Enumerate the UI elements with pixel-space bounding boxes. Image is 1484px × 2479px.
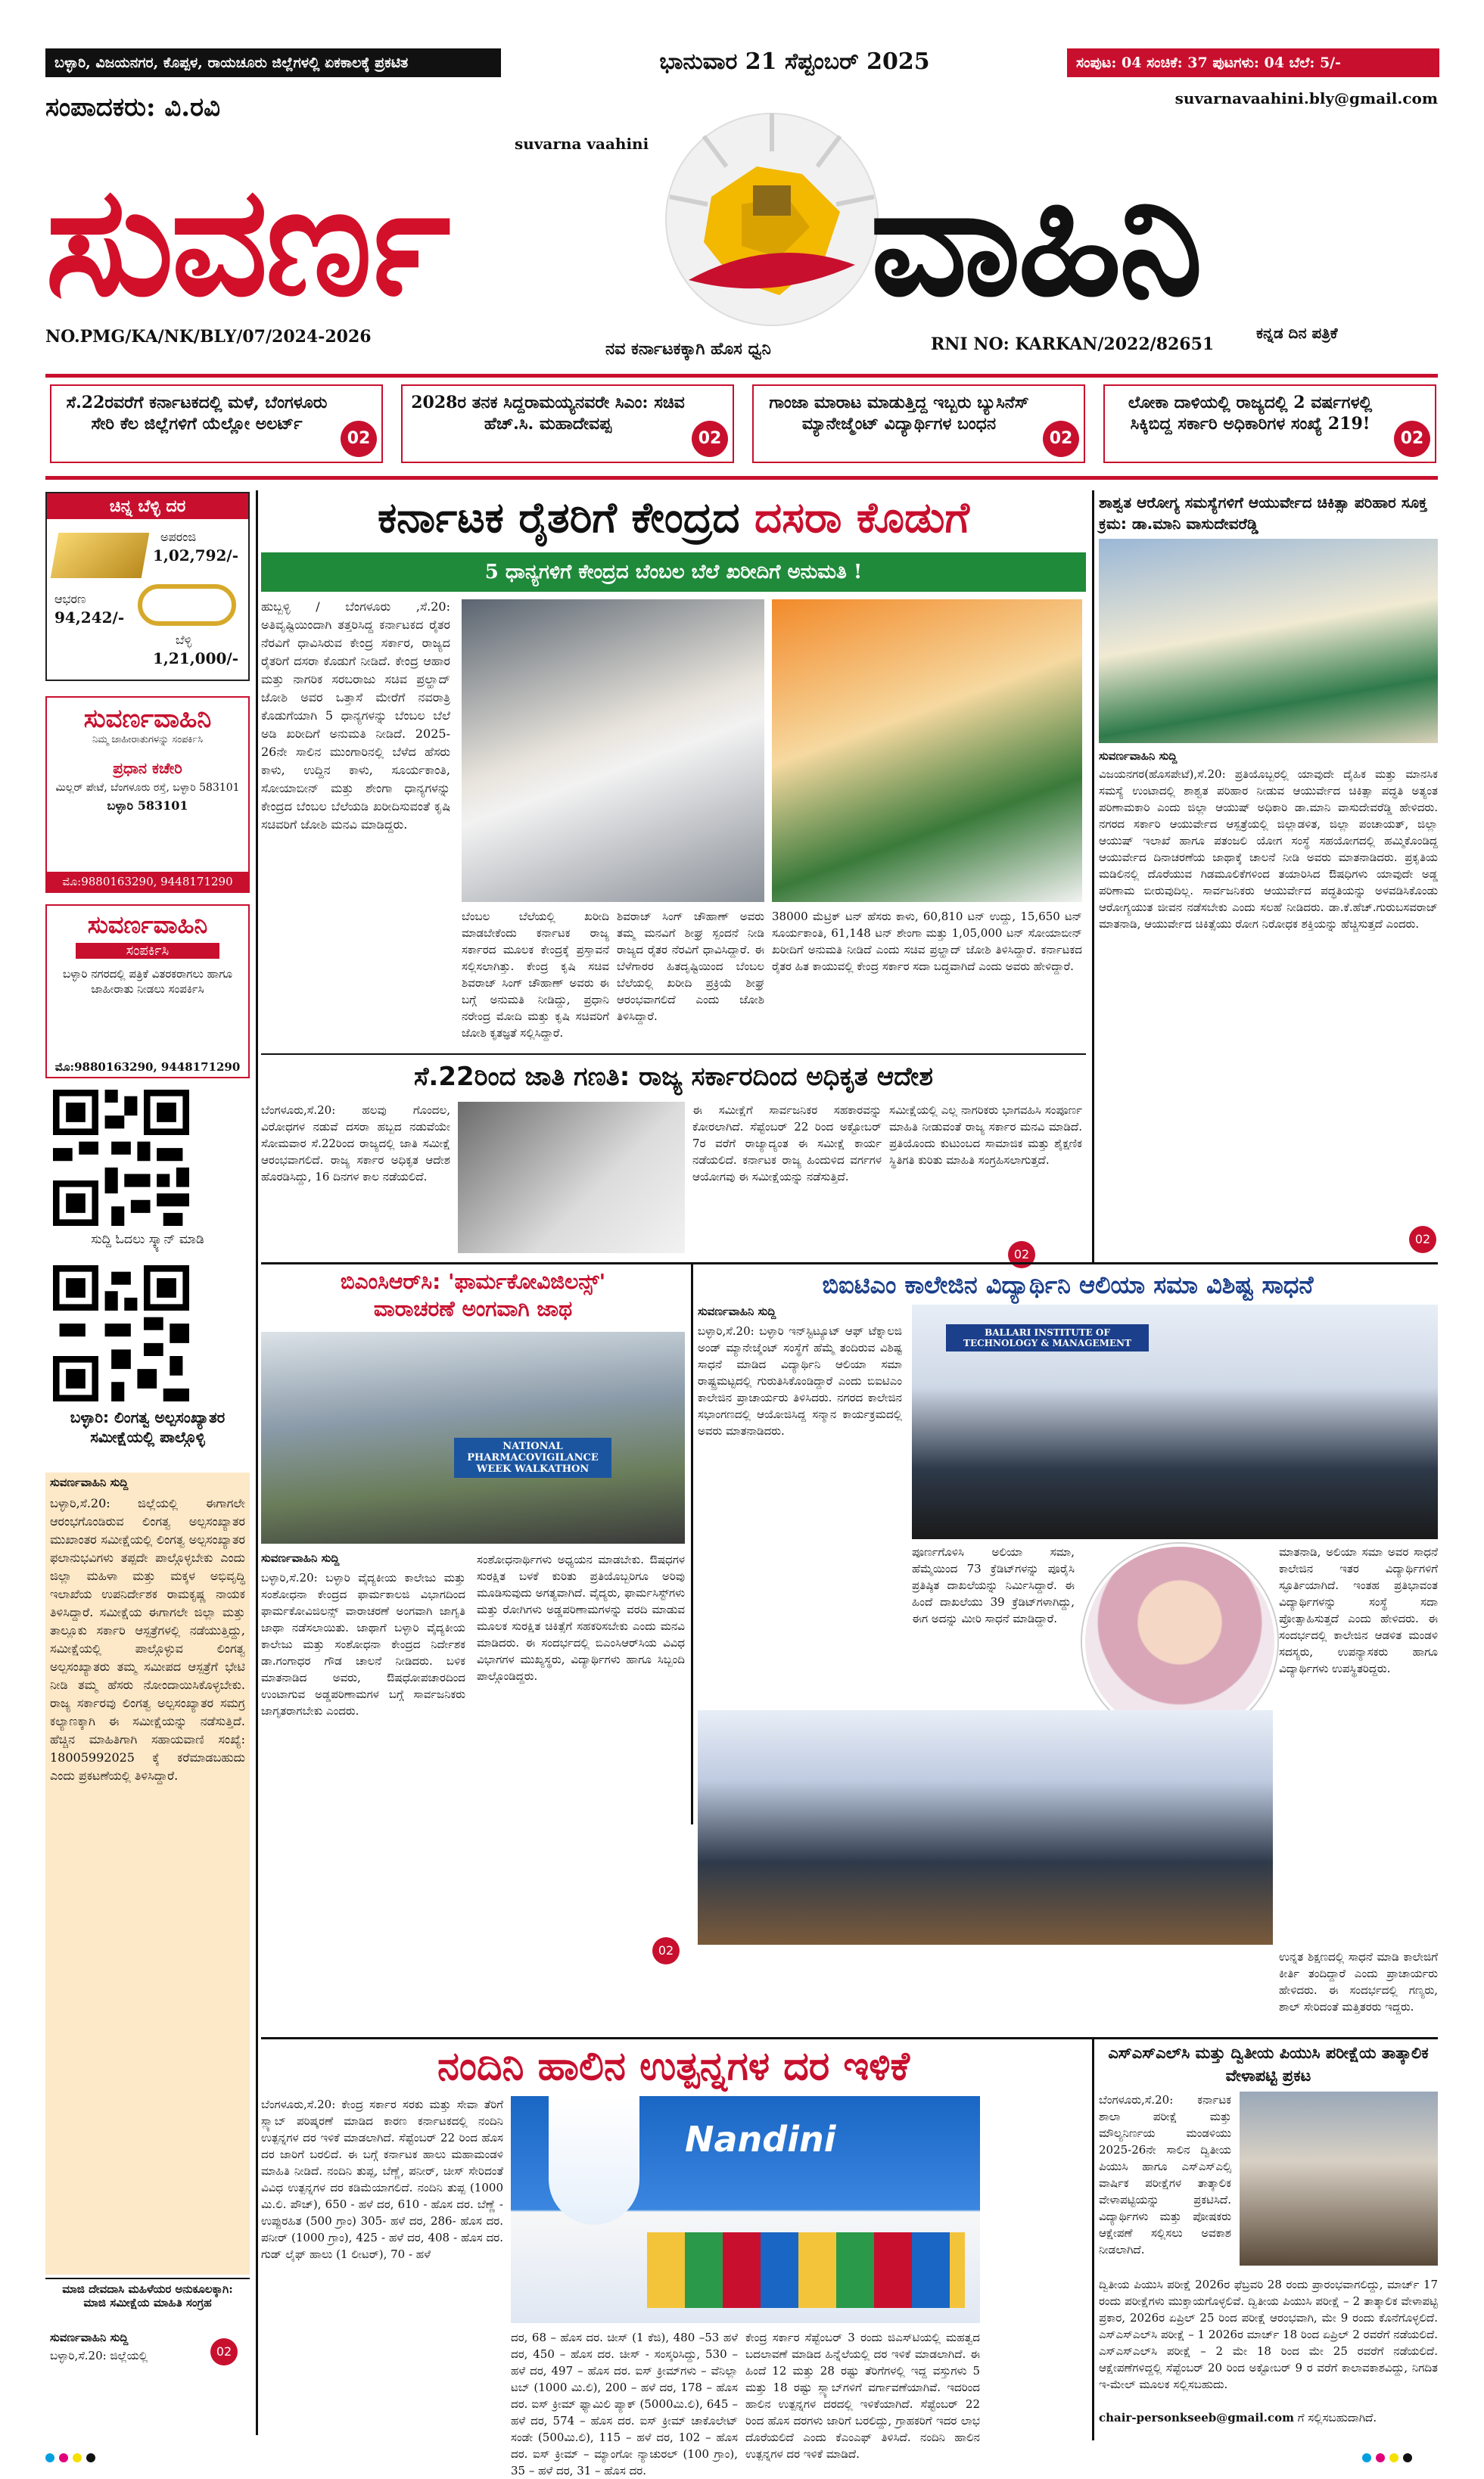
sslc-email-line <box>1099 2411 1438 2425</box>
ad2-body: ಬಳ್ಳಾರಿ ನಗರದಲ್ಲಿ ಪತ್ರಿಕೆ ವಿತರಕರಾಗಲು ಹಾಗೂ ಜಾಹೀರಾತು ನೀಡಲು ಸಂಪರ್ಕಿಸಿ <box>62 967 233 996</box>
walkathon-headline-1: ಬಿಎಂಸಿಆರ್‌ಸಿ: 'ಫಾರ್ಮಕೋವಿಜಿಲನ್ಸ್' <box>340 1269 606 1294</box>
logo-left-text: ಸುವರ್ಣ <box>45 154 448 330</box>
walkathon-banner: NATIONAL PHARMACOVIGILANCE WEEK WALKATHON <box>454 1438 611 1478</box>
page-badge: 02 <box>1409 1226 1436 1253</box>
nandini-body-3: ಕೇಂದ್ರ ಸರ್ಕಾರ ಸೆಪ್ಟೆಂಬರ್ 3 ರಂದು ಜಿಎಸ್‌ಟಿಯಲ್ಲಿ ಮಹತ್ವದ ಬದಲಾವಣೆ ಮಾಡಿದ ಹಿನ್ನೆಲೆಯಲ್ಲಿ ದರ ಇಳಿಕೆ ಮಾಡಲಾಗಿದೆ. ಈ ಹಿಂದೆ 12 ಮತ್ತು 28 ರಷ್ಟು ತೆರಿಗೆಗಳಲ್ಲಿ ಇದ್ದ ವಸ್ತುಗಳು 5 ಮತ್ತು 18 ರಷ್ಟು ಸ್ಲ್ಯಾಬ್‌ಗಳಿಗೆ ವರ್ಗಾವಣೆಯಾಗಿವೆ. ಇದರಿಂದ ಹಾಲಿನ ಉತ್ಪನ್ನಗಳ ದರದಲ್ಲಿ ಇಳಿಕೆಯಾಗಿದೆ. ಸೆಪ್ಟೆಂಬರ್ 22 ರಿಂದ ಹೊಸ ದರಗಳು ಜಾರಿಗೆ ಬರಲಿದ್ದು, ಗ್ರಾಹಕರಿಗೆ ಇದರ ಲಾಭ ದೊರೆಯಲಿದೆ ಎಂದು ಕೆಎಂಎಫ್ ತಿಳಿಸಿದೆ. ನಂದಿನಿ ಹಾಲಿನ ಉತ್ಪನ್ನಗಳ ದರ ಇಳಿಕೆ ಮಾಡಿದೆ. <box>745 2331 980 2461</box>
census-headline: ಸೆ.22ರಿಂದ ಜಾತಿ ಗಣತಿ: ರಾಜ್ಯ ಸರ್ಕಾರದಿಂದ ಅಧಿಕೃತ ಆದೇಶ <box>414 1062 933 1092</box>
census-body-1: ಬೆಂಗಳೂರು,ಸೆ.20: ಹಲವು ಗೊಂದಲ, ವಿರೋಧಗಳ ನಡುವೆ ದಸರಾ ಹಬ್ಬದ ನಡುವೆಯೇ ಸೋಮವಾರ ಸೆ.22ರಿಂದ ರಾಜ್ಯದಲ್ಲಿ ಜಾತಿ ಸಮೀಕ್ಷೆ ಆರಂಭವಾಗಲಿದೆ. ರಾಜ್ಯ ಸರ್ಕಾರ ಅಧಿಕೃತ ಆದೇಶ ಹೊರಡಿಸಿದ್ದು, 16 ದಿನಗಳ ಕಾಲ ನಡೆಯಲಿದೆ. <box>261 1103 450 1184</box>
issue-info: ಸಂಪುಟ: 04 ಸಂಚಿಕೆ: 37 ಪುಟಗಳು: 04 ಬೆಲೆ: 5/- <box>1067 48 1439 77</box>
page-badge: 02 <box>341 421 377 457</box>
gold-bar-icon <box>51 533 150 578</box>
left-story-headline: ಬಳ್ಳಾರಿ: ಲಿಂಗತ್ವ ಅಲ್ಪಸಂಖ್ಯಾತರ ಸಮೀಕ್ಷೆಯಲ್ಲಿ ಪಾಲ್ಗೊಳ್ಳಿ <box>70 1408 226 1446</box>
left-footer-body: ಬಳ್ಳಾರಿ,ಸೆ.20: ಜಿಲ್ಲೆಯಲ್ಲಿ <box>50 2349 148 2362</box>
bangle-icon <box>138 584 236 626</box>
paper-type: ಕನ್ನಡ ದಿನ ಪತ್ರಿಕೆ <box>1256 324 1338 342</box>
bitm-group-photo <box>698 1710 1273 1945</box>
gold-rate-box <box>45 492 250 681</box>
teaser-text: 2028ರ ತನಕ ಸಿದ್ದರಾಮಯ್ಯನವರೇ ಸಿಎಂ: ಸಚಿವ ಹೆಚ್.ಸಿ. ಮಹಾದೇವಪ್ಪ <box>411 393 685 434</box>
ayurveda-photo <box>1099 539 1438 743</box>
page-badge: 02 <box>692 421 728 457</box>
teaser-item[interactable] <box>50 384 383 463</box>
left-story-body: ಬಳ್ಳಾರಿ,ಸೆ.20: ಜಿಲ್ಲೆಯಲ್ಲಿ ಈಗಾಗಲೇ ಆರಂಭಗೊಂಡಿರುವ ಲಿಂಗತ್ವ ಅಲ್ಪಸಂಖ್ಯಾತರ ಮುಖಾಂತರ ಸಮೀಕ್ಷೆಯಲ್ಲಿ ಲಿಂಗತ್ವ ಅಲ್ಪಸಂಖ್ಯಾತರ ಫಲಾನುಭವಿಗಳು ತಪ್ಪದೇ ಪಾಲ್ಗೊಳ್ಳಬೇಕು ಎಂದು ಜಿಲ್ಲಾ ಮಹಿಳಾ ಮತ್ತು ಮಕ್ಕಳ ಅಭಿವೃದ್ಧಿ ಇಲಾಖೆಯ ಉಪನಿರ್ದೇಶಕ ರಾಮಕೃಷ್ಣ ನಾಯಕ ತಿಳಿಸಿದ್ದಾರೆ. ಸಮೀಕ್ಷೆಯ ಈಗಾಗಲೇ ಜಿಲ್ಲಾ ಮತ್ತು ತಾಲ್ಲೂಕು ಸರ್ಕಾರಿ ಆಸ್ಪತ್ರೆಗಳಲ್ಲಿ ನಡೆಯುತ್ತಿದ್ದು, ಸಮೀಕ್ಷೆಯಲ್ಲಿ ಪಾಲ್ಗೊಳ್ಳುವ ಲಿಂಗತ್ವ ಅಲ್ಪಸಂಖ್ಯಾತರು ತಮ್ಮ ಸಮೀಪದ ಆಸ್ಪತ್ರೆಗೆ ಭೇಟಿ ನೀಡಿ ತಮ್ಮ ಹೆಸರು ನೋಂದಾಯಿಸಿಕೊಳ್ಳಬೇಕು. ರಾಜ್ಯ ಸರ್ಕಾರವು ಲಿಂಗತ್ವ ಅಲ್ಪಸಂಖ್ಯಾತರ ಸಮಗ್ರ ಕಲ್ಯಾಣಕ್ಕಾಗಿ ಈ ಸಮೀಕ್ಷೆಯನ್ನು ನಡೆಸುತ್ತಿದೆ. ಹೆಚ್ಚಿನ ಮಾಹಿತಿಗಾಗಿ ಸಹಾಯವಾಣಿ ಸಂಖ್ಯೆ: 18005992025 ಕ್ಕೆ ಕರೆಮಾಡಬಹುದು ಎಂದು ಪ್ರಕಟಣೆಯಲ್ಲಿ ತಿಳಿಸಿದ್ದಾರೆ. <box>50 1496 245 1783</box>
lead-body-3: ಶಿವರಾಜ್ ಸಿಂಗ್ ಚೌಹಾಣ್ ಅವರು ತಮ್ಮ ಮನವಿಗೆ ಶೀಘ್ರ ಸ್ಪಂದನೆ ನೀಡಿ ರಾಜ್ಯದ ರೈತರ ನೆರವಿಗೆ ಧಾವಿಸಿದ್ದಾರೆ. ಈ ಬೆಳೆಗಾರರ ಹಿತದೃಷ್ಟಿಯಿಂದ ಬೆಂಬಲ ಬೆಲೆಯಲ್ಲಿ ಖರೀದಿ ಪ್ರಕ್ರಿಯೆ ಶೀಘ್ರ ಆರಂಭವಾಗಲಿದೆ ಎಂದು ಜೋಶಿ ತಿಳಿಸಿದ್ದಾರೆ. <box>617 910 764 1023</box>
ayurveda-headline: ಶಾಶ್ವತ ಆರೋಗ್ಯ ಸಮಸ್ಯೆಗಳಿಗೆ ಆಯುರ್ವೇದ ಚಿಕಿತ್ಸಾ ಪರಿಹಾರ ಸೂಕ್ತ ಕ್ರಮ: ಡಾ.ಮಾನಿ ವಾಸುದೇವರೆಡ್ಡಿ <box>1099 493 1427 533</box>
postal-reg-number: NO.PMG/KA/NK/BLY/07/2024-2026 <box>45 327 372 347</box>
ad2-logo: ಸುವರ್ಣವಾಹಿನಿ <box>87 910 208 939</box>
sslc-headline: ಎಸ್‌ಎಸ್‌ಎಲ್‌ಸಿ ಮತ್ತು ದ್ವಿತೀಯ ಪಿಯುಸಿ ಪರೀಕ್ಷೆಯ ತಾತ್ಕಾಲಿಕ ವೇಳಾಪಟ್ಟಿ ಪ್ರಕಟ <box>1108 2044 1429 2085</box>
lead-headline-b: ದಸರಾ ಕೊಡುಗೆ <box>754 493 970 543</box>
karnataka-emblem-icon <box>658 106 885 333</box>
bitm-body-4: ಉನ್ನತ ಶಿಕ್ಷಣದಲ್ಲಿ ಸಾಧನೆ ಮಾಡಿ ಕಾಲೇಜಿಗೆ ಕೀರ್ತಿ ತಂದಿದ್ದಾರೆ ಎಂದು ಪ್ರಾಚಾರ್ಯರು ಹೇಳಿದರು. ಈ ಸಂದರ್ಭದಲ್ಲಿ ಗಣ್ಯರು, ಶಾಲ್ ಸೇರಿದಂತೆ ಮತ್ತಿತರರು ಇದ್ದರು. <box>1279 1950 1438 2014</box>
editor-name: ಸಂಪಾದಕರು: ವಿ.ರವಿ <box>45 92 221 123</box>
bitm-body-2: ಪೂರ್ಣಗೊಳಿಸಿ ಅಲಿಯಾ ಸಮಾ, ಹೆಮ್ಮೆಯಿಂದ 73 ಕ್ರೆಡಿಟ್‌ಗಳನ್ನು ಪೂರೈಸಿ ಪ್ರತಿಷ್ಠಿತ ದಾಖಲೆಯನ್ನು ನಿರ್ಮಿಸಿದ್ದಾರೆ. ಈ ಹಿಂದೆ ದಾಖಲೆಯು 39 ಕ್ರೆಡಿಟ್‌ಗಳಾಗಿದ್ದು, ಈಗ ಅದನ್ನು ಮೀರಿ ಸಾಧನೆ ಮಾಡಿದ್ದಾರೆ. <box>912 1545 1075 1625</box>
issue-date: ಭಾನುವಾರ 21 ಸೆಪ್ಟಂಬರ್ 2025 <box>659 48 930 75</box>
lead-headline <box>261 492 1086 545</box>
census-photo <box>458 1102 685 1253</box>
ad-phone[interactable]: ಮೊ:9880163290, 9448171290 <box>47 872 248 891</box>
sslc-body-1: ಬೆಂಗಳೂರು,ಸೆ.20: ಕರ್ನಾಟಕ ಶಾಲಾ ಪರೀಕ್ಷೆ ಮತ್ತು ಮೌಲ್ಯನಿರ್ಣಯ ಮಂಡಳಿಯು 2025-26ನೇ ಸಾಲಿನ ದ್ವಿತೀಯ ಪಿಯುಸಿ ಹಾಗೂ ಎಸ್ಎಸ್ಎಲ್ಸಿ ವಾರ್ಷಿಕ ಪರೀಕ್ಷೆಗಳ ತಾತ್ಕಾಲಿಕ ವೇಳಾಪಟ್ಟಿಯನ್ನು ಪ್ರಕಟಿಸಿದೆ. ವಿದ್ಯಾರ್ಥಿಗಳು ಮತ್ತು ಪೋಷಕರು ಆಕ್ಷೇಪಣೆ ಸಲ್ಲಿಸಲು ಅವಕಾಶ ನೀಡಲಾಗಿದೆ. <box>1099 2093 1231 2257</box>
ayurveda-byline: ಸುವರ್ಣವಾಹಿನಿ ಸುದ್ದಿ <box>1099 749 1178 763</box>
bitm-body-1: ಬಳ್ಳಾರಿ,ಸೆ.20: ಬಳ್ಳಾರಿ ಇನ್‌ಸ್ಟಿಟ್ಯೂಟ್ ಆಫ್ ಟೆಕ್ನಾಲಜಿ ಅಂಡ್ ಮ್ಯಾನೇಜ್ಮೆಂಟ್ ಸಂಸ್ಥೆಗೆ ಹೆಮ್ಮೆ ತಂದಿರುವ ವಿಶಿಷ್ಟ ಸಾಧನೆ ಮಾಡಿದ ವಿದ್ಯಾರ್ಥಿನಿ ಆಲಿಯಾ ಸಮಾ ರಾಷ್ಟ್ರಮಟ್ಟದಲ್ಲಿ ಗುರುತಿಸಿಕೊಂಡಿದ್ದಾರೆ ಎಂದು ಬಿಐಟಿಎಂ ಕಾಲೇಜಿನ ಪ್ರಾಚಾರ್ಯರು ತಿಳಿಸಿದರು. ನಗರದ ಕಾಲೇಜಿನ ಸಭಾಂಗಣದಲ್ಲಿ ಆಯೋಜಿಸಿದ್ದ ಸನ್ಮಾನ ಕಾರ್ಯಕ್ರಮದಲ್ಲಿ ಅವರು ಮಾತನಾಡಿದರು. <box>698 1324 902 1438</box>
tagline: ನವ ಕರ್ನಾಟಕಕ್ಕಾಗಿ ಹೊಸ ಧ್ವನಿ <box>605 339 771 359</box>
ad-pin: ಬಳ್ಳಾರಿ 583101 <box>107 798 188 813</box>
printer-marks <box>1362 2452 1417 2465</box>
gold-label-2: ಆಭರಣ <box>54 592 86 606</box>
census-body-3: ಸಮೀಕ್ಷೆಯಲ್ಲಿ ಎಲ್ಲ ನಾಗರಿಕರು ಭಾಗವಹಿಸಿ ಸಂಪೂರ್ಣ ಮಾಹಿತಿ ನೀಡುವಂತೆ ರಾಜ್ಯ ಸರ್ಕಾರ ಮನವಿ ಮಾಡಿದೆ. ಪ್ರತಿಯೊಂದು ಕುಟುಂಬದ ಸಾಮಾಜಿಕ ಮತ್ತು ಶೈಕ್ಷಣಿಕ ಸ್ಥಿತಿಗತಿ ಕುರಿತು ಮಾಹಿತಿ ಸಂಗ್ರಹಿಸಲಾಗುತ್ತದೆ. <box>889 1103 1082 1167</box>
ad-distributor-box <box>45 904 250 1078</box>
silver-value: 1,21,000/- <box>153 649 239 667</box>
left-footer-headline: ಮಾಜಿ ದೇವದಾಸಿ ಮಹಿಳೆಯರ ಅನುಕೂಲಕ್ಕಾಗಿ: ಮಾಜಿ ಸಮೀಕ್ಷೆಯ ಮಾಹಿತಿ ಸಂಗ್ರಹ <box>62 2282 233 2309</box>
title-english: suvarna vaahini <box>515 135 649 153</box>
ad-address: ಮಿಲ್ಲರ್ ಪೇಟೆ, ಬೆಂಗಳೂರು ರಸ್ತೆ, ಬಳ್ಳಾರಿ 583101 <box>55 782 240 794</box>
lead-body-2: ಬೆಂಬಲ ಬೆಲೆಯಲ್ಲಿ ಖರೀದಿ ಮಾಡಬೇಕೆಂದು ಕರ್ನಾಟಕ ರಾಜ್ಯ ಸರ್ಕಾರದ ಮೂಲಕ ಕೇಂದ್ರಕ್ಕೆ ಪ್ರಸ್ತಾವನೆ ಸಲ್ಲಿಸಲಾಗಿತ್ತು. ಕೇಂದ್ರ ಕೃಷಿ ಸಚಿವ ಶಿವರಾಜ್ ಸಿಂಗ್ ಚೌಹಾಣ್ ಅವರು ಈ ಬಗ್ಗೆ ಅನುಮತಿ ನೀಡಿದ್ದು, ಪ್ರಧಾನಿ ನರೇಂದ್ರ ಮೋದಿ ಮತ್ತು ಕೃಷಿ ಸಚಿವರಿಗೆ ಜೋಶಿ ಕೃತಜ್ಞತೆ ಸಲ್ಲಿಸಿದ್ದಾರೆ. <box>462 910 609 1040</box>
nandini-brand: Nandini <box>685 2119 836 2160</box>
page-badge: 02 <box>652 1937 680 1964</box>
teaser-text: ಲೋಕಾ ದಾಳಿಯಲ್ಲಿ ರಾಜ್ಯದಲ್ಲಿ 2 ವರ್ಷಗಳಲ್ಲಿ ಸಿಕ್ಕಿಬಿದ್ದ ಸರ್ಕಾರಿ ಅಧಿಕಾರಿಗಳ ಸಂಖ್ಯೆ 219! <box>1128 393 1373 434</box>
census-body-2: ಈ ಸಮೀಕ್ಷೆಗೆ ಸಾರ್ವಜನಿಕರ ಸಹಕಾರವನ್ನು ಕೋರಲಾಗಿದೆ. ಸೆಪ್ಟೆಂಬರ್ 22 ರಿಂದ ಅಕ್ಟೋಬರ್ 7ರ ವರೆಗೆ ರಾಜ್ಯಾದ್ಯಂತ ಈ ಸಮೀಕ್ಷೆ ಕಾರ್ಯ ನಡೆಯಲಿದೆ. ಕರ್ನಾಟಕ ರಾಜ್ಯ ಹಿಂದುಳಿದ ವರ್ಗಗಳ ಆಯೋಗವು ಈ ಸಮೀಕ್ಷೆಯನ್ನು ನಡೆಸುತ್ತಿದೆ. <box>692 1103 882 1184</box>
sslc-email-tail: ಗೆ ಸಲ್ಲಿಸಬಹುದಾಗಿದೆ. <box>1297 2411 1377 2425</box>
nandini-headline: ನಂದಿನಿ ಹಾಲಿನ ಉತ್ಪನ್ನಗಳ ದರ ಇಳಿಕೆ <box>437 2044 910 2089</box>
left-story-byline: ಸುವರ್ಣವಾಹಿನಿ ಸುದ್ದಿ <box>50 1476 129 1489</box>
gold-value-1: 1,02,792/- <box>153 546 239 565</box>
teaser-text: ಸೆ.22ರವರೆಗೆ ಕರ್ನಾಟಕದಲ್ಲಿ ಮಳೆ, ಬೆಂಗಳೂರು ಸೇರಿ ಕೆಲ ಜಿಲ್ಲೆಗಳಿಗೆ ಯೆಲ್ಲೋ ಅಲರ್ಟ್ <box>66 393 328 434</box>
teaser-item[interactable] <box>752 384 1085 463</box>
walkathon-headline-2: ವಾರಾಚರಣೆ ಅಂಗವಾಗಿ ಜಾಥ <box>373 1296 573 1321</box>
page-badge: 02 <box>1394 421 1430 457</box>
sslc-body-2: ದ್ವಿತೀಯ ಪಿಯುಸಿ ಪರೀಕ್ಷೆ 2026ರ ಫೆಬ್ರವರಿ 28 ರಂದು ಪ್ರಾರಂಭವಾಗಲಿದ್ದು, ಮಾರ್ಚ್ 17 ರಂದು ಪರೀಕ್ಷೆಗಳು ಮುಕ್ತಾಯಗೊಳ್ಳಲಿವೆ. ದ್ವಿತೀಯ ಪಿಯುಸಿ ಪರೀಕ್ಷೆ – 2 ತಾತ್ಕಾಲಿಕ ವೇಳಾಪಟ್ಟಿ ಪ್ರಕಾರ, 2026ರ ಏಪ್ರಿಲ್ 25 ರಿಂದ ಪರೀಕ್ಷೆ ಆರಂಭವಾಗಿ, ಮೇ 9 ರಂದು ಕೊನೆಗೊಳ್ಳಲಿದೆ. ಎಸ್‌ಎಸ್‌ಎಲ್‌ಸಿ ಪರೀಕ್ಷೆ – 1 2026ರ ಮಾರ್ಚ್ 18 ರಿಂದ ಏಪ್ರಿಲ್ 2 ರವರೆಗೆ ನಡೆಯಲಿದೆ. ಎಸ್‌ಎಸ್‌ಎಲ್‌ಸಿ ಪರೀಕ್ಷೆ – 2 ಮೇ 18 ರಿಂದ ಮೇ 25 ರವರೆಗೆ ನಡೆಯಲಿದೆ. ಆಕ್ಷೇಪಣೆಗಳಿದ್ದಲ್ಲಿ ಸೆಪ್ಟೆಂಬರ್ 20 ರಿಂದ ಅಕ್ಟೋಬರ್ 9 ರ ವರೆಗೆ ಕಾಲಾವಕಾಶವಿದ್ದು, ನಿಗದಿತ ಇ-ಮೇಲ್ ಮೂಲಕ ಸಲ್ಲಿಸಬಹುದು. <box>1099 2278 1438 2391</box>
bitm-body-3: ಮಾತನಾಡಿ, ಅಲಿಯಾ ಸಮಾ ಅವರ ಸಾಧನೆ ಕಾಲೇಜಿನ ಇತರ ವಿದ್ಯಾರ್ಥಿಗಳಿಗೆ ಸ್ಫೂರ್ತಿಯಾಗಿದೆ. ಇಂತಹ ಪ್ರತಿಭಾವಂತ ವಿದ್ಯಾರ್ಥಿಗಳನ್ನು ಸಂಸ್ಥೆ ಸದಾ ಪ್ರೋತ್ಸಾಹಿಸುತ್ತದೆ ಎಂದು ಹೇಳಿದರು. ಈ ಸಂದರ್ಭದಲ್ಲಿ ಕಾಲೇಜಿನ ಆಡಳಿತ ಮಂಡಳಿ ಸದಸ್ಯರು, ಉಪನ್ಯಾಸಕರು ಹಾಗೂ ವಿದ್ಯಾರ್ಥಿಗಳು ಉಪಸ್ಥಿತರಿದ್ದರು. <box>1279 1545 1438 1675</box>
left-footer-byline: ಸುವರ್ಣವಾಹಿನಿ ಸುದ್ದಿ <box>50 2331 129 2344</box>
lead-photo-joshi <box>772 599 1082 902</box>
page-badge: 02 <box>1008 1241 1035 1268</box>
lead-subhead: 5 ಧಾನ್ಯಗಳಿಗೆ ಕೇಂದ್ರದ ಬೆಂಬಲ ಬೆಲೆ ಖರೀದಿಗೆ ಅನುಮತಿ ! <box>261 552 1086 592</box>
districts-banner: ಬಳ್ಳಾರಿ, ವಿಜಯನಗರ, ಕೊಪ್ಪಳ, ರಾಯಚೂರು ಜಿಲ್ಲೆಗಳಲ್ಲಿ ಏಕಕಾಲಕ್ಕೆ ಪ್ರಕಟಿತ <box>45 48 501 77</box>
walkathon-byline: ಸುವರ್ಣವಾಹಿನಿ ಸುದ್ದಿ <box>261 1551 340 1565</box>
exam-photo <box>1240 2092 1438 2266</box>
bitm-banner: BALLARI INSTITUTE OF TECHNOLOGY & MANAGEMENT <box>946 1324 1149 1351</box>
gold-value-2: 94,242/- <box>54 608 125 627</box>
gold-title: ಚಿನ್ನ ಬೆಳ್ಳಿ ದರ <box>47 493 248 519</box>
ayurveda-body: ವಿಜಯನಗರ(ಹೊಸಪೇಟೆ),ಸೆ.20: ಪ್ರತಿಯೊಬ್ಬರಲ್ಲಿ ಯಾವುದೇ ದೈಹಿಕ ಮತ್ತು ಮಾನಸಿಕ ಸಮಸ್ಯೆ ಉಂಟಾದಲ್ಲಿ ಶಾಶ್ವತ ಪರಿಹಾರ ನೀಡುವ ಆಯುರ್ವೇದ ಚಿಕಿತ್ಸಾ ಪದ್ಧತಿ ಅತ್ಯಂತ ಪರಿಣಾಮಕಾರಿ ಎಂದು ಜಿಲ್ಲಾ ಆಯುಷ್ ಅಧಿಕಾರಿ ಡಾ.ಮಾನಿ ವಾಸುದೇವರೆಡ್ಡಿ ಹೇಳಿದರು. ನಗರದ ಸರ್ಕಾರಿ ಆಯುರ್ವೇದ ಆಸ್ಪತ್ರೆಯಲ್ಲಿ ಜಿಲ್ಲಾಡಳಿತ, ಜಿಲ್ಲಾ ಪಂಚಾಯತ್, ಜಿಲ್ಲಾ ಆಯುಷ್ ಇಲಾಖೆ ಹಾಗೂ ಪತಂಜಲಿ ಯೋಗ ಸಂಸ್ಥೆ ಸಹಯೋಗದಲ್ಲಿ ಹಮ್ಮಿಕೊಂಡಿದ್ದ ಆಯುರ್ವೇದ ದಿನಾಚರಣೆಯ ಜಾಥಾಕ್ಕೆ ಚಾಲನೆ ನೀಡಿ ಅವರು ಮಾತನಾಡಿದರು. ಪ್ರಕೃತಿಯ ಮಡಿಲಿನಲ್ಲಿ ದೊರೆಯುವ ಗಿಡಮೂಲಿಕೆಗಳಿಂದ ತಯಾರಿಸಿದ ಔಷಧಿಗಳು ಯಾವುದೇ ಅಡ್ಡ ಪರಿಣಾಮ ಬೀರುವುದಿಲ್ಲ. ಸಾರ್ವಜನಿಕರು ಆಯುರ್ವೇದ ಪದ್ಧತಿಯನ್ನು ಅಳವಡಿಸಿಕೊಂಡು ಆರೋಗ್ಯಯುತ ಜೀವನ ನಡೆಸಬೇಕು ಎಂದು ಸಲಹೆ ನೀಡಿದರು. ಡಾ.ಕೆ.ಹೆಚ್.ಗುರುಬಸವರಾಜ್ ಮಾತನಾಡಿ, ಆಯುರ್ವೇದ ಚಿಕಿತ್ಸೆಯು ರೋಗ ನಿರೋಧಕ ಶಕ್ತಿಯನ್ನು ಹೆಚ್ಚಿಸುತ್ತದೆ ಎಂದರು. <box>1099 767 1438 931</box>
ad-office-box <box>45 696 250 893</box>
walkathon-body-2: ಸಂಶೋಧನಾರ್ಥಿಗಳು ಅಧ್ಯಯನ ಮಾಡಬೇಕು. ಔಷಧಗಳ ಸುರಕ್ಷಿತ ಬಳಕೆ ಕುರಿತು ಪ್ರತಿಯೊಬ್ಬರಿಗೂ ಅರಿವು ಮೂಡಿಸುವುದು ಅಗತ್ಯವಾಗಿದೆ. ವೈದ್ಯರು, ಫಾರ್ಮಸಿಸ್ಟ್‌ಗಳು ಮತ್ತು ರೋಗಿಗಳು ಅಡ್ಡಪರಿಣಾಮಗಳನ್ನು ವರದಿ ಮಾಡುವ ಮೂಲಕ ಸುರಕ್ಷಿತ ಚಿಕಿತ್ಸೆಗೆ ಸಹಕರಿಸಬೇಕು ಎಂದು ಮನವಿ ಮಾಡಿದರು. ಈ ಸಂದರ್ಭದಲ್ಲಿ ಬಿಎಂಸಿಆರ್‌ಸಿಯ ವಿವಿಧ ವಿಭಾಗಗಳ ಮುಖ್ಯಸ್ಥರು, ವಿದ್ಯಾರ್ಥಿಗಳು ಹಾಗೂ ಸಿಬ್ಬಂದಿ ಪಾಲ್ಗೊಂಡಿದ್ದರು. <box>477 1553 685 1683</box>
gold-label-1: ಅಪರಂಜಿ <box>160 530 197 544</box>
page-badge: 02 <box>1043 421 1079 457</box>
milk-splash-icon <box>549 2096 639 2225</box>
teaser-text: ಗಾಂಜಾ ಮಾರಾಟ ಮಾಡುತ್ತಿದ್ದ ಇಬ್ಬರು ಬ್ಯುಸಿನೆಸ್ ಮ್ಯಾನೇಜ್ಮೆಂಟ್ ವಿದ್ಯಾರ್ಥಿಗಳ ಬಂಧನ <box>769 393 1029 434</box>
product-row <box>647 2232 965 2308</box>
nandini-body-1: ಬೆಂಗಳೂರು,ಸೆ.20: ಕೇಂದ್ರ ಸರ್ಕಾರ ಸರಕು ಮತ್ತು ಸೇವಾ ತೆರಿಗೆ ಸ್ಲ್ಯಾಬ್ ಪರಿಷ್ಕರಣೆ ಮಾಡಿದ ಕಾರಣ ಕರ್ನಾಟಕದಲ್ಲಿ ನಂದಿನಿ ಉತ್ಪನ್ನಗಳ ದರ ಇಳಿಕೆ ಮಾಡಲಾಗಿದೆ. ಸೆಪ್ಟೆಂಬರ್ 22 ರಿಂದ ಹೊಸ ದರ ಜಾರಿಗೆ ಬರಲಿದೆ. ಈ ಬಗ್ಗೆ ಕರ್ನಾಟಕ ಹಾಲು ಮಹಾಮಂಡಳಿ ಮಾಹಿತಿ ನೀಡಿದೆ. ನಂದಿನಿ ತುಪ್ಪ, ಬೆಣ್ಣೆ, ಪನೀರ್, ಚೀಸ್ ಸೇರಿದಂತೆ ವಿವಿಧ ಉತ್ಪನ್ನಗಳ ದರ ಕಡಿಮೆಯಾಗಲಿದೆ. ನಂದಿನಿ ತುಪ್ಪ (1000 ಮಿ.ಲಿ. ಪೌಚ್), 650 - ಹಳೆ ದರ, 610 - ಹೊಸ ದರ. ಬೆಣ್ಣೆ - ಉಪ್ಪುರಹಿತ (500 ಗ್ರಾಂ) 305- ಹಳೆ ದರ, 286- ಹೊಸ ದರ. ಪನೀರ್ (1000 ಗ್ರಾಂ), 425 - ಹಳೆ ದರ, 408 - ಹೊಸ ದರ. ಗುಡ್ ಲೈಫ್ ಹಾಲು (1 ಲೀಟರ್), 70 - ಹಳೆ <box>261 2098 503 2261</box>
ad2-phone[interactable]: ಮೊ:9880163290, 9448171290 <box>54 1060 241 1074</box>
lead-photo-minister <box>462 599 764 902</box>
logo-right-text: ವಾಹಿನಿ <box>870 154 1200 330</box>
printer-marks <box>45 2452 100 2465</box>
bitm-byline: ಸುವರ್ಣವಾಹಿನಿ ಸುದ್ದಿ <box>698 1305 776 1318</box>
rni-number: RNI NO: KARKAN/2022/82651 <box>931 334 1215 354</box>
ad-office: ಪ್ರಧಾನ ಕಚೇರಿ <box>113 759 182 777</box>
nandini-body-2: ದರ, 68 – ಹೊಸ ದರ. ಚೀಸ್ (1 ಕೆಜಿ), 480 –53 ಹಳೆ ದರ, 450 – ಹೊಸ ದರ. ಚೀಸ್ - ಸಂಸ್ಕರಿಸಿದ್ದು, 530 – ಹಳೆ ದರ, 497 – ಹೊಸ ದರ. ಐಸ್ ಕ್ರೀಮ್‌ಗಳು – ವೆನಿಲ್ಲಾ ಟಬ್ (1000 ಮಿ.ಲಿ), 200 – ಹಳೆ ದರ, 178 – ಹೊಸ ದರ. ಐಸ್ ಕ್ರೀಮ್ ಫ್ಯಾಮಿಲಿ ಪ್ಯಾಕ್ (5000ಮಿ.ಲಿ), 645 – ಹಳೆ ದರ, 574 – ಹೊಸ ದರ. ಐಸ್ ಕ್ರೀಮ್ ಚಾಕೊಲೇಟ್ ಸಂಡೇ (500ಮಿ.ಲಿ), 115 – ಹಳೆ ದರ, 102 – ಹೊಸ ದರ. ಐಸ್ ಕ್ರೀಮ್ – ಮ್ಯಾಂಗೋ ನ್ಯಾಚುರಲ್ (100 ಗ್ರಾಂ), 35 – ಹಳೆ ದರ, 31 – ಹೊಸ ದರ. <box>511 2331 738 2477</box>
ad2-contact: ಸಂಪರ್ಕಿಸಿ <box>76 943 219 959</box>
lead-body-4: 38000 ಮೆಟ್ರಿಕ್ ಟನ್ ಹೆಸರು ಕಾಳು, 60,810 ಟನ್ ಉದ್ದು, 15,650 ಟನ್ ಸೂರ್ಯಕಾಂತಿ, 61,148 ಟನ್ ಶೇಂಗಾ ಮತ್ತು 1,05,000 ಟನ್ ಸೋಯಾಬೀನ್ ಖರೀದಿಗೆ ಅನುಮತಿ ನೀಡಿದೆ ಎಂದು ಸಚಿವ ಪ್ರಲ್ಹಾದ್ ಜೋಶಿ ತಿಳಿಸಿದ್ದಾರೆ. ಕರ್ನಾಟಕದ ರೈತರ ಹಿತ ಕಾಯುವಲ್ಲಿ ಕೇಂದ್ರ ಸರ್ಕಾರ ಸದಾ ಬದ್ಧವಾಗಿದೆ ಎಂದು ಅವರು ಹೇಳಿದ್ದಾರೆ. <box>772 910 1082 973</box>
lead-body-1: ಹುಬ್ಬಳ್ಳಿ / ಬೆಂಗಳೂರು ,ಸೆ.20: ಅತಿವೃಷ್ಟಿಯಿಂದಾಗಿ ತತ್ತರಿಸಿದ್ದ ಕರ್ನಾಟಕದ ರೈತರ ನೆರವಿಗೆ ಧಾವಿಸಿರುವ ಕೇಂದ್ರ ಸರ್ಕಾರ, ರಾಜ್ಯದ ರೈತರಿಗೆ ದಸರಾ ಕೊಡುಗೆ ನೀಡಿದೆ. ಕೇಂದ್ರ ಆಹಾರ ಮತ್ತು ನಾಗರಿಕ ಸರಬರಾಜು ಸಚಿವ ಪ್ರಲ್ಹಾದ್ ಜೋಶಿ ಅವರ ಒತ್ತಾಸೆ ಮೇರೆಗೆ ನವರಾತ್ರಿ ಕೊಡುಗೆಯಾಗಿ 5 ಧಾನ್ಯಗಳನ್ನು ಬೆಂಬಲ ಬೆಲೆ ಅಡಿ ಖರೀದಿಗೆ ಅನುಮತಿ ನೀಡಿದೆ. 2025-26ನೇ ಸಾಲಿನ ಮುಂಗಾರಿನಲ್ಲಿ ಬೆಳೆದ ಹೆಸರು ಕಾಳು, ಉದ್ದಿನ ಕಾಳು, ಸೂರ್ಯಕಾಂತಿ, ಸೋಯಾಬೀನ್ ಮತ್ತು ಶೇಂಗಾ ಧಾನ್ಯಗಳನ್ನು ಕೇಂದ್ರದ ಬೆಂಬಲ ಬೆಲೆಯಡಿ ಖರೀದಿಸುವಂತೆ ಕೃಷಿ ಸಚಿವರಿಗೆ ಜೋಶಿ ಮನವಿ ಮಾಡಿದ್ದರು. <box>261 599 450 832</box>
ad-sub: ನಿಮ್ಮ ಜಾಹೀರಾತುಗಳನ್ನು ಸಂಪರ್ಕಿಸಿ <box>92 734 204 745</box>
page-badge: 02 <box>210 2338 238 2365</box>
teaser-item[interactable] <box>401 384 734 463</box>
qr-caption: ಸುದ್ದಿ ಓದಲು ಸ್ಕ್ಯಾನ್ ಮಾಡಿ <box>91 1232 204 1247</box>
teaser-item[interactable] <box>1103 384 1436 463</box>
lead-headline-a: ಕರ್ನಾಟಕ ರೈತರಿಗೆ ಕೇಂದ್ರದ <box>377 493 740 543</box>
nandini-ad <box>511 2096 980 2323</box>
silver-label: ಬೆಳ್ಳಿ <box>176 633 192 647</box>
contact-email[interactable]: suvarnavaahini.bly@gmail.com <box>1174 89 1438 107</box>
walkathon-body-1: ಬಳ್ಳಾರಿ,ಸೆ.20: ಬಳ್ಳಾರಿ ವೈದ್ಯಕೀಯ ಕಾಲೇಜು ಮತ್ತು ಸಂಶೋಧನಾ ಕೇಂದ್ರದ ಫಾರ್ಮಕಾಲಜಿ ವಿಭಾಗದಿಂದ ಫಾರ್ಮಕೋವಿಜಿಲನ್ಸ್ ವಾರಾಚರಣೆ ಅಂಗವಾಗಿ ಜಾಗೃತಿ ಜಾಥಾ ನಡೆಸಲಾಯಿತು. ಜಾಥಾಗೆ ಬಳ್ಳಾರಿ ವೈದ್ಯಕೀಯ ಕಾಲೇಜು ಮತ್ತು ಸಂಶೋಧನಾ ಕೇಂದ್ರದ ನಿರ್ದೇಶಕ ಡಾ.ಗಂಗಾಧರ ಗೌಡ ಚಾಲನೆ ನೀಡಿದರು. ಬಳಿಕ ಮಾತನಾಡಿದ ಅವರು, ಔಷಧೋಪಚಾರದಿಂದ ಉಂಟಾಗುವ ಅಡ್ಡಪರಿಣಾಮಗಳ ಬಗ್ಗೆ ಸಾರ್ವಜನಿಕರು ಜಾಗೃತರಾಗಬೇಕು ಎಂದರು. <box>261 1571 465 1718</box>
qr-code-icon[interactable] <box>53 1265 189 1401</box>
sslc-email[interactable]: chair-personkseeb@gmail.com <box>1099 2411 1294 2425</box>
ad-logo: ಸುವರ್ಣವಾಹಿನಿ <box>83 704 212 734</box>
bitm-headline: ಬಿಐಟಿಎಂ ಕಾಲೇಜಿನ ವಿದ್ಯಾರ್ಥಿನಿ ಆಲಿಯಾ ಸಮಾ ವಿಶಿಷ್ಟ ಸಾಧನೆ <box>822 1271 1314 1299</box>
qr-code-icon[interactable] <box>53 1090 189 1226</box>
